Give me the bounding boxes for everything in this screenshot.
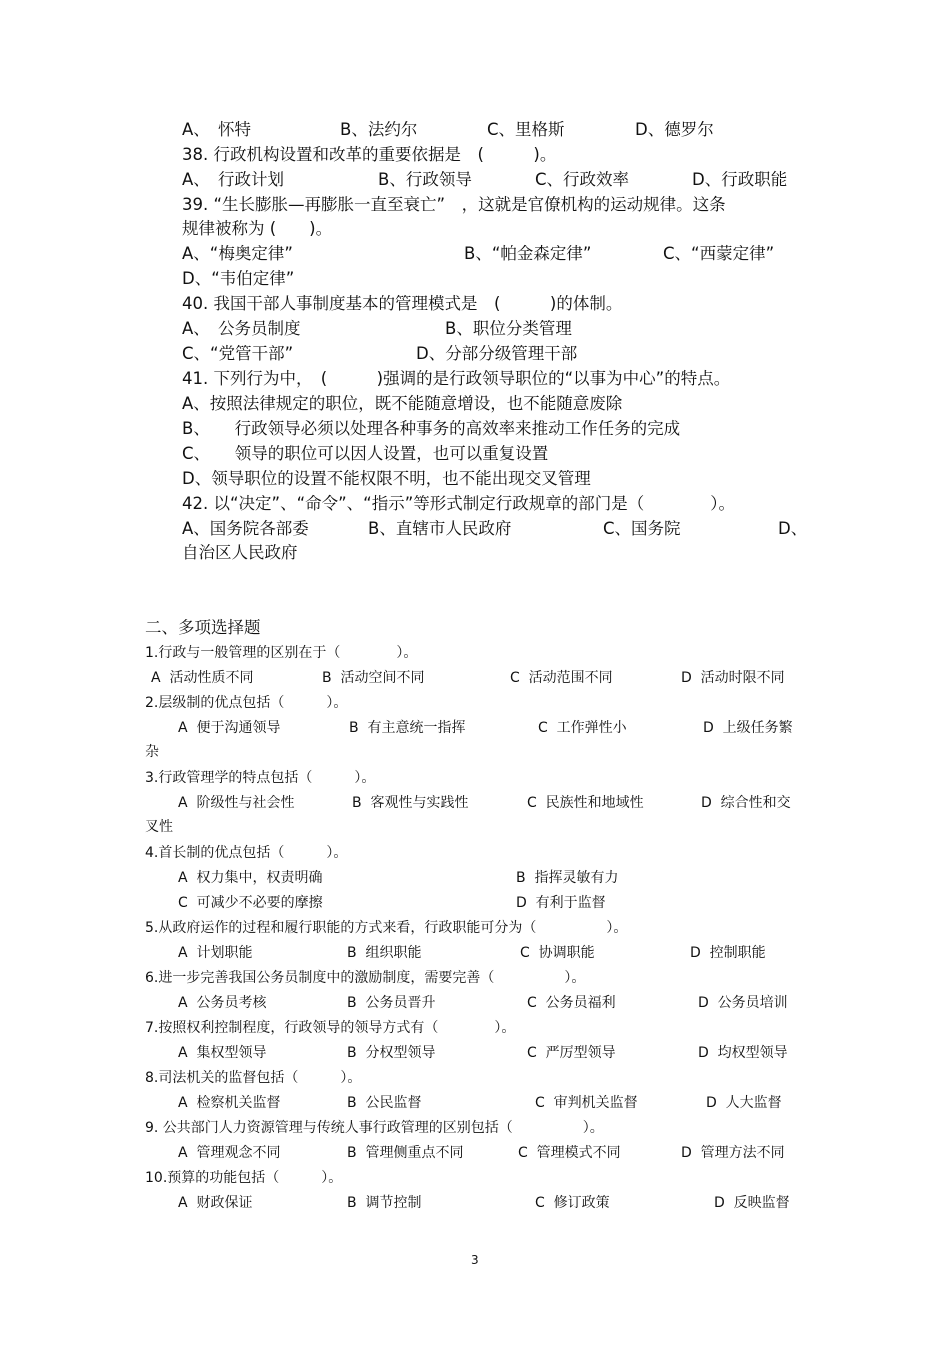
option-d: D、德罗尔 xyxy=(635,120,714,139)
option-b: B 有主意统一指挥 xyxy=(349,720,466,736)
option-d: D 综合性和交 xyxy=(701,795,791,811)
question-stem: 9. 公共部门人力资源管理与传统人事行政管理的区别包括（ ）。 xyxy=(145,1120,604,1136)
question-stem: 5.从政府运作的过程和履行职能的方式来看，行政职能可分为（ ）。 xyxy=(145,920,628,936)
option-b: B、“帕金森定律” xyxy=(464,244,592,263)
option-a: A 公务员考核 xyxy=(178,995,267,1011)
option-b: B 公民监督 xyxy=(347,1095,422,1111)
option-d: D、领导职位的设置不能权限不明，也不能出现交叉管理 xyxy=(182,469,591,488)
question-stem: 8.司法机关的监督包括（ ）。 xyxy=(145,1070,362,1086)
question-stem: 7.按照权利控制程度，行政领导的领导方式有（ ）。 xyxy=(145,1020,516,1036)
option-c: C 民族性和地域性 xyxy=(527,795,644,811)
option-d-cont: 叉性 xyxy=(145,819,173,835)
question-stem: 10.预算的功能包括（ ）。 xyxy=(145,1170,343,1186)
option-b: B、 行政领导必须以处理各种事务的高效率来推动工作任务的完成 xyxy=(182,419,681,438)
option-c: C 协调职能 xyxy=(520,945,595,961)
option-b: B、行政领导 xyxy=(378,170,472,189)
option-a: A 管理观念不同 xyxy=(178,1145,281,1161)
option-b: B、法约尔 xyxy=(340,120,418,139)
option-d: D 控制职能 xyxy=(690,945,766,961)
option-c: C、里格斯 xyxy=(487,120,565,139)
option-d: D、“韦伯定律” xyxy=(182,269,295,288)
option-a: A 财政保证 xyxy=(178,1195,253,1211)
option-c: C、“西蒙定律” xyxy=(663,244,775,263)
option-d: D、行政职能 xyxy=(692,170,788,189)
option-a: A 集权型领导 xyxy=(178,1045,267,1061)
question-stem: 2.层级制的优点包括（ ）。 xyxy=(145,695,348,711)
option-b: B 分权型领导 xyxy=(347,1045,436,1061)
option-a: A、“梅奥定律” xyxy=(182,244,293,263)
option-d-cont: 杂 xyxy=(145,744,159,760)
question-stem: 40. 我国干部人事制度基本的管理模式是 ( )的体制。 xyxy=(182,294,623,313)
option-c: C 工作弹性小 xyxy=(538,720,627,736)
option-b: B 客观性与实践性 xyxy=(352,795,469,811)
option-c: C 公务员福利 xyxy=(527,995,616,1011)
option-a: A、按照法律规定的职位，既不能随意增设，也不能随意废除 xyxy=(182,394,623,413)
option-b: B 指挥灵敏有力 xyxy=(516,870,619,886)
option-c: C 严厉型领导 xyxy=(527,1045,616,1061)
option-d: D、 xyxy=(778,519,808,538)
option-b: B 管理侧重点不同 xyxy=(347,1145,464,1161)
option-a: A、 公务员制度 xyxy=(182,319,301,338)
option-b: B 活动空间不同 xyxy=(322,670,425,686)
option-a: A、 怀特 xyxy=(182,120,252,139)
option-b: B 组织职能 xyxy=(347,945,422,961)
question-stem: 41. 下列行为中， ( )强调的是行政领导职位的“以事为中心”的特点。 xyxy=(182,369,731,388)
option-d: D、分部分级管理干部 xyxy=(416,344,578,363)
option-d: D 活动时限不同 xyxy=(681,670,785,686)
option-a: A、国务院各部委 xyxy=(182,519,309,538)
option-a: A 计划职能 xyxy=(178,945,253,961)
option-c: C、 领导的职位可以因人设置，也可以重复设置 xyxy=(182,444,549,463)
option-c: C 管理模式不同 xyxy=(518,1145,621,1161)
question-stem: 3.行政管理学的特点包括（ ）。 xyxy=(145,770,376,786)
question-stem: 38. 行政机构设置和改革的重要依据是 ( )。 xyxy=(182,145,557,164)
option-a: A 活动性质不同 xyxy=(151,670,254,686)
question-stem: 39. “生长膨胀—再膨胀一直至衰亡” ，这就是官僚机构的运动规律。这条 xyxy=(182,195,726,214)
option-d: D 有利于监督 xyxy=(516,895,606,911)
section-heading: 二、多项选择题 xyxy=(145,618,261,637)
option-d: D 公务员培训 xyxy=(698,995,788,1011)
question-stem: 1.行政与一般管理的区别在于（ ）。 xyxy=(145,645,418,661)
option-d: D 反映监督 xyxy=(714,1195,790,1211)
option-c: C、行政效率 xyxy=(535,170,630,189)
option-a: A 阶级性与社会性 xyxy=(178,795,295,811)
option-a: A 权力集中，权责明确 xyxy=(178,870,323,886)
option-c: C 修订政策 xyxy=(535,1195,610,1211)
option-d: D 上级任务繁 xyxy=(703,720,793,736)
option-b: B 调节控制 xyxy=(347,1195,422,1211)
option-c: C、“党管干部” xyxy=(182,344,294,363)
option-c: C 审判机关监督 xyxy=(535,1095,638,1111)
option-d: D 均权型领导 xyxy=(698,1045,788,1061)
option-c: C 活动范围不同 xyxy=(510,670,613,686)
option-a: A、 行政计划 xyxy=(182,170,285,189)
option-b: B、直辖市人民政府 xyxy=(368,519,512,538)
option-c: C 可减少不必要的摩擦 xyxy=(178,895,323,911)
option-a: A 检察机关监督 xyxy=(178,1095,281,1111)
option-a: A 便于沟通领导 xyxy=(178,720,281,736)
option-b: B 公务员晋升 xyxy=(347,995,436,1011)
question-stem: 4.首长制的优点包括（ ）。 xyxy=(145,845,348,861)
option-d-cont: 自治区人民政府 xyxy=(182,543,298,562)
option-d: D 管理方法不同 xyxy=(681,1145,785,1161)
question-stem-cont: 规律被称为 ( )。 xyxy=(182,219,333,238)
option-b: B、职位分类管理 xyxy=(445,319,572,338)
option-d: D 人大监督 xyxy=(706,1095,782,1111)
page-number: 3 xyxy=(471,1253,479,1267)
question-stem: 6.进一步完善我国公务员制度中的激励制度，需要完善（ ）。 xyxy=(145,970,586,986)
option-c: C、国务院 xyxy=(603,519,681,538)
question-stem: 42. 以“决定”、“命令”、“指示”等形式制定行政规章的部门是（ ）。 xyxy=(182,494,736,513)
